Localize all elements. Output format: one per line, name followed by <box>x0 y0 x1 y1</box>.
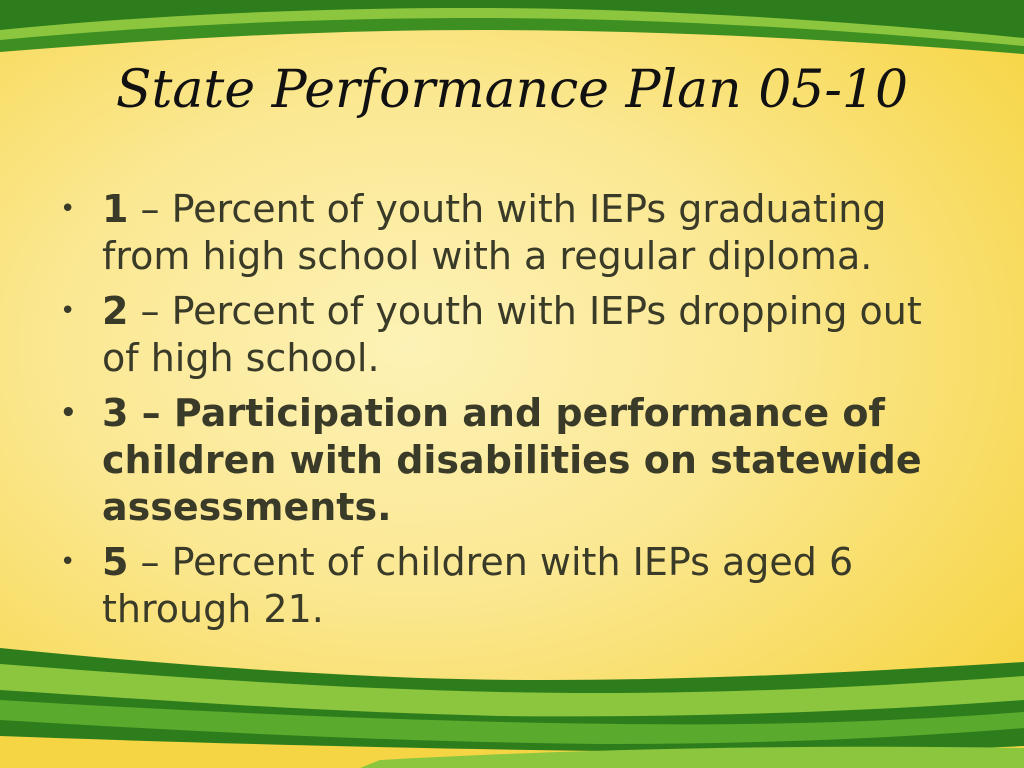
item-text: – Percent of youth with IEPs dropping out of high school. <box>102 289 922 380</box>
item-text: – Percent of children with IEPs aged 6 through 21. <box>102 540 854 631</box>
item-number: 2 <box>102 289 129 333</box>
list-item <box>60 390 970 531</box>
bullet-icon: • <box>60 296 76 326</box>
item-number: 3 <box>102 391 129 435</box>
slide-title: State Performance Plan 05-10 <box>115 60 909 120</box>
list-item <box>60 288 970 382</box>
item-text: – Percent of youth with IEPs graduating from high school with a regular diploma. <box>102 187 887 278</box>
item-number: 1 <box>102 187 129 231</box>
bullet-list <box>60 186 970 641</box>
bullet-icon: • <box>60 547 76 577</box>
item-number: 5 <box>102 540 129 584</box>
list-item <box>60 539 970 633</box>
bullet-icon: • <box>60 194 76 224</box>
list-item <box>60 186 970 280</box>
item-text: – Participation and performance of children with disabilities on statewide assessments. <box>102 391 922 529</box>
bullet-icon: • <box>60 398 77 428</box>
